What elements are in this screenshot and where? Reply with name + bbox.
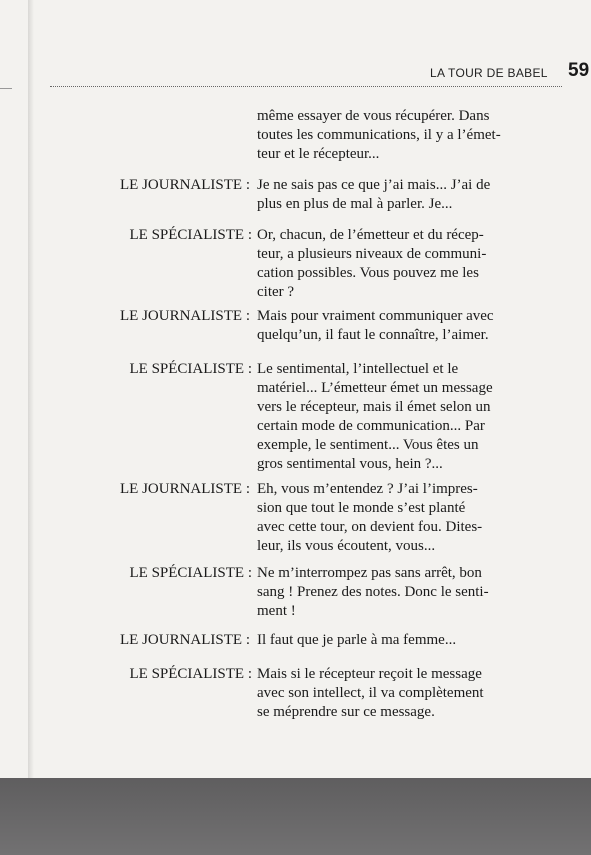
dialogue-line: leur, ils vous écoutent, vous... — [257, 538, 436, 554]
dialogue-line: Eh, vous m’entendez ? J’ai l’impres- — [257, 481, 478, 497]
speaker-label: LE JOURNALISTE : — [120, 481, 250, 497]
dialogue-line: exemple, le sentiment... Vous êtes un — [257, 437, 479, 453]
scanner-background — [0, 778, 591, 855]
dialogue-line: matériel... L’émetteur émet un message — [257, 380, 493, 396]
dialogue-line: Ne m’interrompez pas sans arrêt, bon — [257, 565, 482, 581]
page-gutter — [28, 0, 34, 778]
dialogue-line: se méprendre sur ce message. — [257, 704, 435, 720]
speaker-label: LE SPÉCIALISTE : — [129, 361, 252, 377]
dialogue-line: Le sentimental, l’intellectuel et le — [257, 361, 459, 377]
dialogue-line: certain mode de communication... Par — [257, 418, 485, 434]
speaker-label: LE SPÉCIALISTE : — [129, 565, 252, 581]
header-dotted-rule — [50, 86, 562, 87]
dialogue-line: même essayer de vous récupérer. Dans — [257, 108, 490, 124]
dialogue-line: Je ne sais pas ce que j’ai mais... J’ai de — [257, 177, 491, 193]
speaker-label: LE JOURNALISTE : — [120, 308, 250, 324]
speaker-label: LE SPÉCIALISTE : — [129, 666, 252, 682]
dialogue-line: teur et le récepteur... — [257, 146, 380, 162]
margin-mark — [0, 88, 12, 89]
dialogue-line: Mais pour vraiment communiquer avec — [257, 308, 494, 324]
dialogue-line: vers le récepteur, mais il émet selon un — [257, 399, 491, 415]
dialogue-line: toutes les communications, il y a l’émet- — [257, 127, 501, 143]
dialogue-line: Il faut que je parle à ma femme... — [257, 632, 457, 648]
dialogue-line: avec cette tour, on devient fou. Dites- — [257, 519, 483, 535]
dialogue-line: citer ? — [257, 284, 295, 300]
dialogue-line: cation possibles. Vous pouvez me les — [257, 265, 479, 281]
speaker-label: LE SPÉCIALISTE : — [129, 227, 252, 243]
dialogue-line: ment ! — [257, 603, 296, 619]
dialogue-line: gros sentimental vous, hein ?... — [257, 456, 443, 472]
running-title: LA TOUR DE BABEL — [430, 66, 548, 80]
dialogue-line: Or, chacun, de l’émetteur et du récep- — [257, 227, 484, 243]
dialogue-line: quelqu’un, il faut le connaître, l’aimer. — [257, 327, 489, 343]
dialogue-line: sion que tout le monde s’est planté — [257, 500, 466, 516]
speaker-label: LE JOURNALISTE : — [120, 177, 250, 193]
dialogue-line: Mais si le récepteur reçoit le message — [257, 666, 482, 682]
dialogue-line: avec son intellect, il va complètement — [257, 685, 484, 701]
dialogue-line: sang ! Prenez des notes. Donc le senti- — [257, 584, 489, 600]
dialogue-line: teur, a plusieurs niveaux de communi- — [257, 246, 487, 262]
speaker-label: LE JOURNALISTE : — [120, 632, 250, 648]
page-number: 59 — [568, 60, 590, 81]
dialogue-line: plus en plus de mal à parler. Je... — [257, 196, 453, 212]
